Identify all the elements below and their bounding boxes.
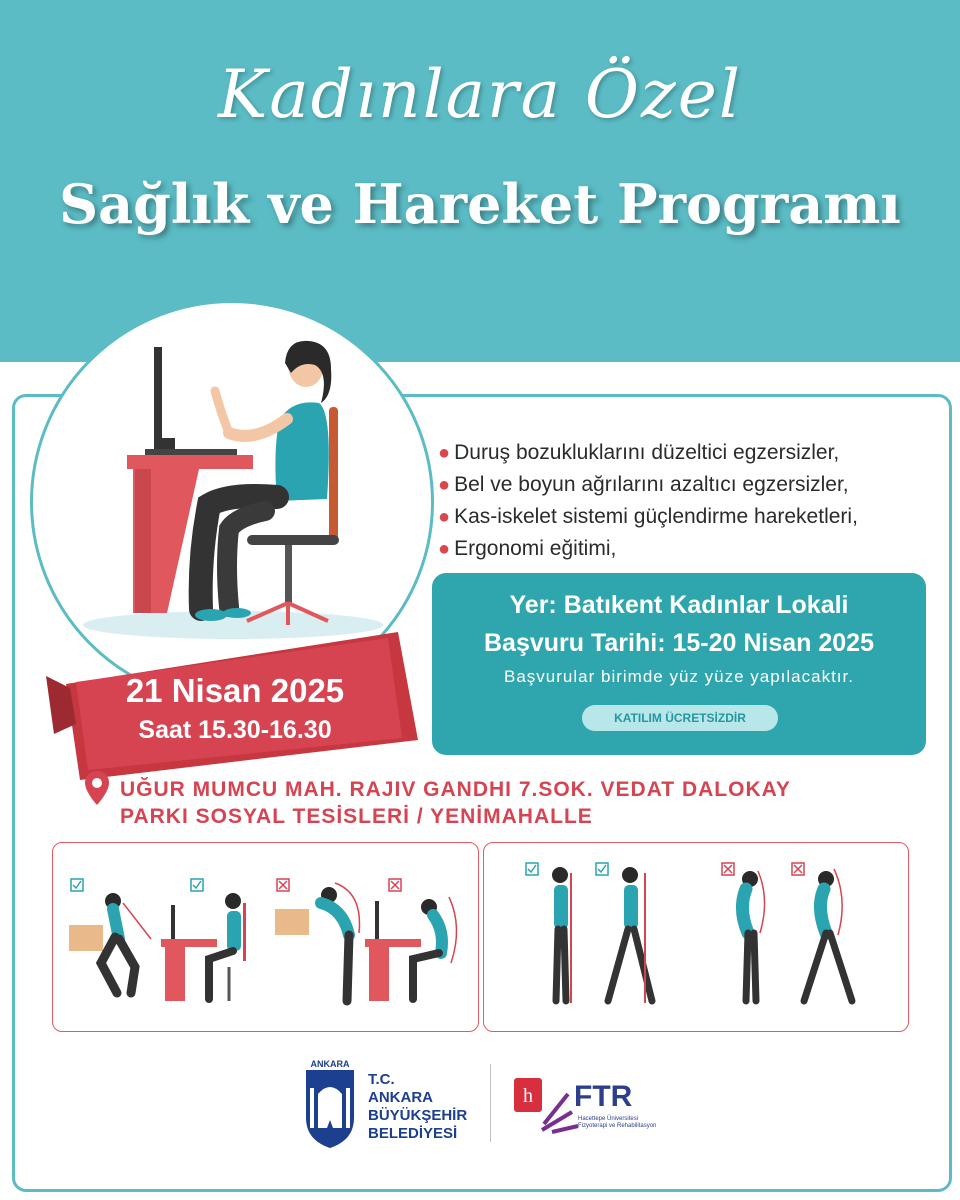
svg-text:ANKARA: ANKARA <box>310 1059 350 1069</box>
checkbox-cross-icon <box>277 879 289 891</box>
svg-text:h: h <box>523 1085 533 1107</box>
checkbox-cross-icon <box>792 863 804 875</box>
bullet-icon: ● <box>438 474 451 496</box>
event-date: 21 Nisan 2025 <box>125 672 345 709</box>
event-time: Saat 15.30-16.30 <box>138 716 332 744</box>
info-box <box>432 573 926 755</box>
checkbox-checked-icon <box>191 879 203 891</box>
script-title: Kadınlara Özel <box>218 56 742 133</box>
address-line-1: UĞUR MUMCU MAH. RAJIV GANDHI 7.SOK. VEDAT DALOKAY <box>120 778 791 801</box>
address <box>120 776 920 830</box>
list-item: ● Bel ve boyun ağrılarını azaltıcı egzersizler, <box>438 473 849 496</box>
svg-text:FTR: FTR <box>574 1080 633 1113</box>
posture-panel-lifting-sitting <box>52 842 479 1032</box>
logo-divider <box>490 1064 491 1142</box>
address-line-2: PARKI SOSYAL TESİSLERİ / YENİMAHALLE <box>120 805 593 828</box>
checkbox-checked-icon <box>526 863 538 875</box>
venue-text: Yer: Batıkent Kadınlar Lokali <box>509 591 849 619</box>
ankara-buyuksehir-name: T.C. ANKARA BÜYÜKŞEHİR BELEDİYESİ <box>368 1071 468 1142</box>
bullet-icon: ● <box>438 442 451 464</box>
posture-panel-standing-walking <box>483 842 909 1032</box>
application-note: Başvurular birimde yüz yüze yapılacaktır. <box>504 667 854 686</box>
checkbox-checked-icon <box>596 863 608 875</box>
checkbox-cross-icon <box>722 863 734 875</box>
checkbox-cross-icon <box>389 879 401 891</box>
list-item: ● Ergonomi eğitimi, <box>438 537 617 560</box>
checkbox-checked-icon <box>71 879 83 891</box>
exercise-list <box>438 437 858 565</box>
free-participation-badge: KATILIM ÜCRETSİZDİR <box>582 705 778 731</box>
bullet-icon: ● <box>438 506 451 528</box>
application-date-text: Başvuru Tarihi: 15-20 Nisan 2025 <box>484 629 874 657</box>
ftr-caption: Hacettepe Üniversitesi Fizyoterapi ve Rehabilitasyon <box>578 1116 657 1129</box>
list-item: ● Duruş bozukluklarını düzeltici egzersizler, <box>438 441 840 464</box>
map-pin-icon <box>84 770 110 806</box>
bullet-icon: ● <box>438 538 451 560</box>
list-item: ● Kas-iskelet sistemi güçlendirme hareketleri, <box>438 505 858 528</box>
main-title: Sağlık ve Hareket Programı <box>59 172 901 236</box>
ankara-buyuksehir-logo <box>302 1058 358 1150</box>
